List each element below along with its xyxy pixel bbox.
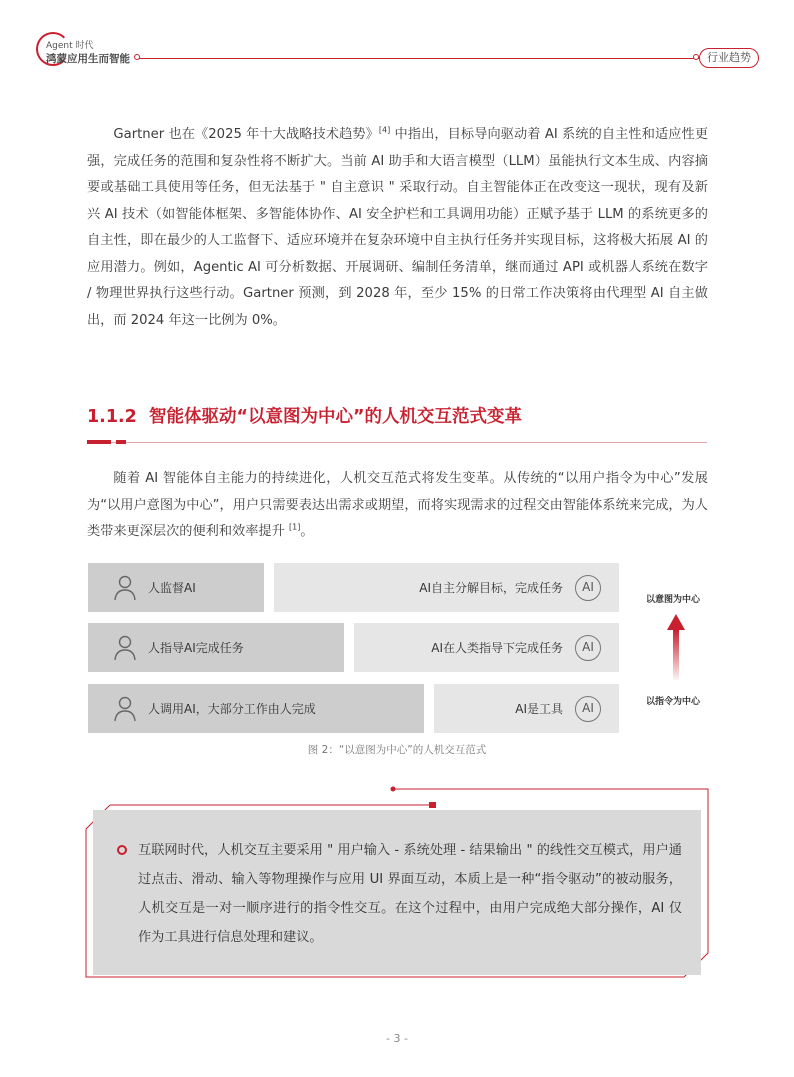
human-role-label: 人指导AI完成任务 (148, 641, 244, 655)
axis-label-intent: 以意图为中心 (646, 595, 701, 605)
figure-caption: 图 2：“以意图为中心”的人机交互范式 (307, 744, 487, 756)
section-heading: 1.1.2 智能体驱动“以意图为中心”的人机交互范式变革 (87, 407, 523, 427)
axis-label-command: 以指令为中心 (646, 697, 701, 707)
header-rule-dot-left (134, 54, 140, 60)
person-icon (112, 634, 138, 662)
heading-accent-bar (87, 440, 111, 444)
page-number: - 3 - (386, 1032, 408, 1045)
up-arrow-icon (665, 612, 687, 682)
ai-badge-icon: AI (575, 696, 601, 722)
brand-line2: 鸿蒙应用生而智能 (46, 53, 130, 65)
heading-accent-bar-small (116, 440, 126, 444)
ai-role-label: AI自主分解目标，完成任务 (419, 581, 563, 595)
diagram-ai-box (274, 563, 619, 612)
diagram-human-box (88, 623, 344, 672)
human-role-label: 人调用AI，大部分工作由人完成 (148, 702, 316, 716)
human-role-label: 人监督AI (148, 581, 196, 595)
section-tag: 行业趋势 (699, 48, 759, 68)
heading-underline (87, 442, 707, 443)
ai-role-label: AI是工具 (515, 702, 563, 716)
paragraph-gartner: Gartner 也在《2025 年十大战略技术趋势》[4] 中指出，目标导向驱动着 AI 系统的自主性和适应性更强，完成任务的范围和复杂性将不断扩大。当前 AI 助手和大语言模型（LLM）虽能执行文本生成、内容摘要或基础工具使用等任务，但无法基于 " 自主意识 " 采取行动。自主智能体正在改变这一现状，现有及新兴 AI 技术（如智能体框架、多智能体协作、AI 安全护栏和工具调用功能）正赋予基于 LLM 的系统更多的自主性，即在最少的人工监督下、适应环境并在复杂环境中自主执行任务并实现目标，这将极大拓展 AI 的应用潜力。例如，Agentic AI 可分析数据、开展调研、编制任务清单，继而通过 API 或机器人系统在数字 / 物理世界执行这些行动。Gartner 预测，到 2028 年，至少 15% 的日常工作决策将由代理型 AI 自主做出，而 2024 年这一比例为 0%。 (87, 125, 709, 328)
diagram-human-box (88, 684, 424, 733)
callout-text: 互联网时代，人机交互主要采用 " 用户输入 - 系统处理 - 结果输出 " 的线性交互模式，用户通过点击、滑动、输入等物理操作与应用 UI 界面互动，本质上是一种“指令驱动”的被动服务，人机交互是一对一顺序进行的指令性交互。在这个过程中，由用户完成绝大部分操作，AI 仅作为工具进行信息处理和建议。 (138, 843, 682, 945)
brand-line1: Agent 时代 (46, 41, 94, 51)
diagram-ai-box (434, 684, 619, 733)
paragraph-paradigm: 随着 AI 智能体自主能力的持续进化，人机交互范式将发生变革。从传统的“以用户指令为中心”发展为“以用户意图为中心”，用户只需要表达出需求或期望，而将实现需求的过程交由智能体系统来完成，为人类带来更深层次的便利和效率提升 [1]。 (87, 471, 708, 539)
diagram-human-box (88, 563, 264, 612)
diagram-ai-box (354, 623, 619, 672)
ai-badge-icon: AI (575, 635, 601, 661)
citation-ref[interactable]: [4] (378, 125, 391, 135)
bullet-ring-icon (117, 845, 127, 855)
person-icon (112, 695, 138, 723)
citation-ref[interactable]: [1] (289, 522, 301, 532)
header-rule (139, 58, 699, 59)
ai-badge-icon: AI (575, 575, 601, 601)
person-icon (112, 574, 138, 602)
ai-role-label: AI在人类指导下完成任务 (431, 641, 563, 655)
